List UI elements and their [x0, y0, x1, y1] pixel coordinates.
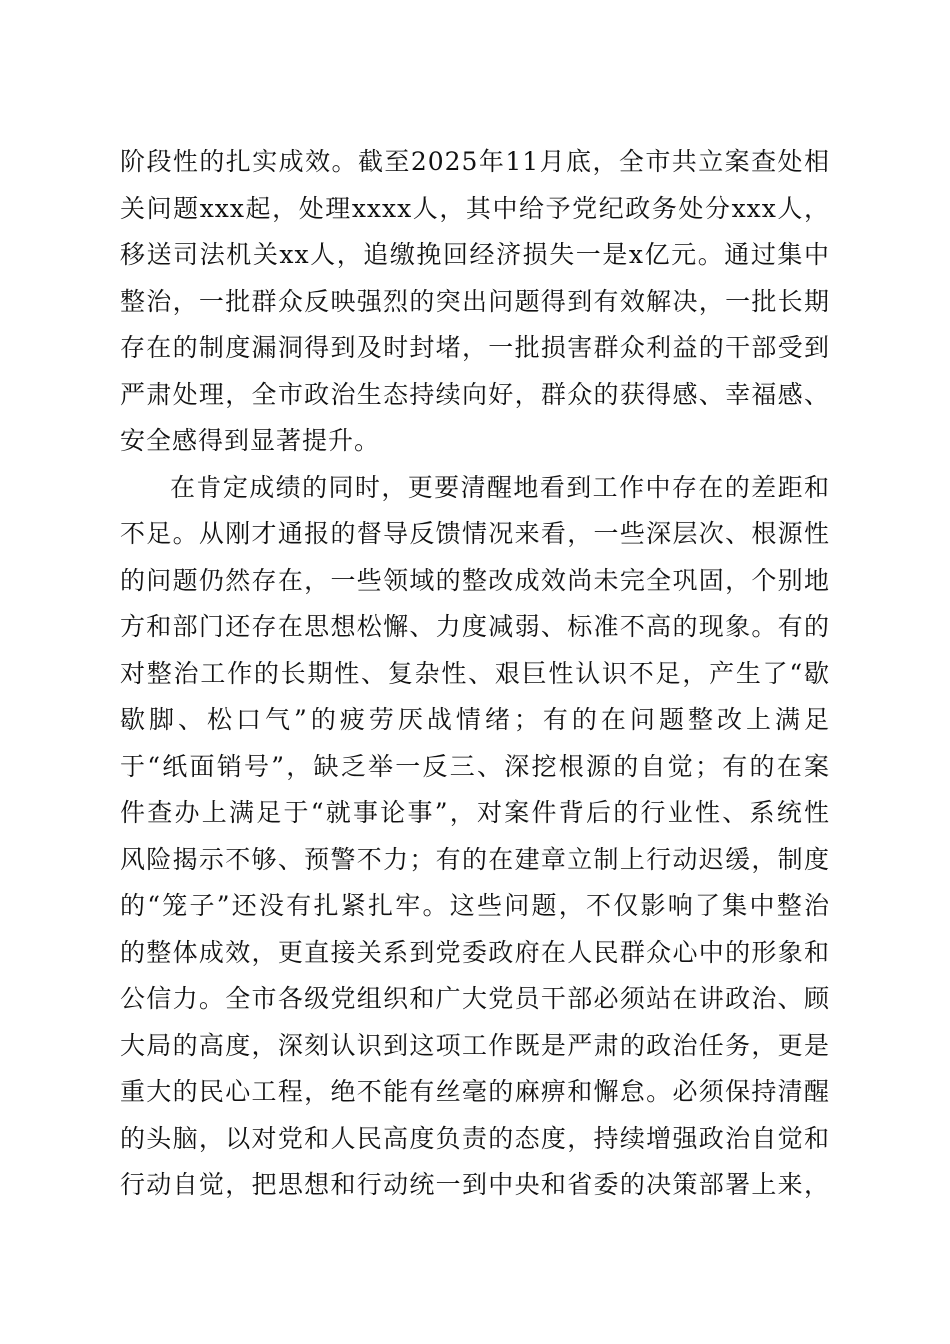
text-line: 的“笼子”还没有扎紧扎牢。这些问题，不仅影响了集中整治: [120, 891, 830, 920]
text-line: 安全感得到显著提升。: [120, 426, 381, 455]
text-line: 风险揭示不够、预警不力；有的在建章立制上行动迟缓，制度: [120, 844, 830, 874]
paragraph-1: [120, 139, 830, 465]
text-line: 对整治工作的长期性、复杂性、艰巨性认识不足，产生了“歇: [120, 658, 830, 688]
text-line: 于“纸面销号”，缺乏举一反三、深挖根源的自觉；有的在案: [120, 751, 830, 781]
text-line: 整治，一批群众反映强烈的突出问题得到有效解决，一批长期: [120, 286, 830, 316]
text-line: 严肃处理，全市政治生态持续向好，群众的获得感、幸福感、: [120, 379, 830, 409]
text-line: 的头脑，以对党和人民高度负责的态度，持续增强政治自觉和: [120, 1123, 830, 1153]
text-line: 公信力。全市各级党组织和广大党员干部必须站在讲政治、顾: [120, 984, 830, 1013]
text-line: 阶段性的扎实成效。截至2025年11月底，全市共立案查处相: [120, 147, 830, 176]
text-line: 行动自觉，把思想和行动统一到中央和省委的决策部署上来，: [120, 1170, 830, 1199]
text-line: 在肯定成绩的同时，更要清醒地看到工作中存在的差距和: [170, 472, 830, 502]
text-line: 方和部门还存在思想松懈、力度减弱、标准不高的现象。有的: [120, 612, 830, 641]
text-line: 的整体成效，更直接关系到党委政府在人民群众心中的形象和: [120, 937, 830, 967]
text-line: 关问题xxx起，处理xxxx人，其中给予党纪政务处分xxx人，: [120, 193, 830, 223]
text-line: 移送司法机关xx人，追缴挽回经济损失一是x亿元。通过集中: [120, 240, 830, 269]
text-line: 存在的制度漏洞得到及时封堵，一批损害群众利益的干部受到: [120, 333, 830, 362]
text-line: 歇脚、松口气”的疲劳厌战情绪；有的在问题整改上满足: [120, 705, 830, 734]
text-line: 重大的民心工程，绝不能有丝毫的麻痹和懈怠。必须保持清醒: [120, 1077, 830, 1106]
document-body: [120, 139, 830, 1209]
text-line: 不足。从刚才通报的督导反馈情况来看，一些深层次、根源性: [120, 519, 830, 548]
paragraph-2: [120, 465, 830, 1209]
text-line: 的问题仍然存在，一些领域的整改成效尚未完全巩固，个别地: [120, 565, 830, 595]
text-line: 件查办上满足于“就事论事”，对案件背后的行业性、系统性: [120, 798, 830, 827]
text-line: 大局的高度，深刻认识到这项工作既是严肃的政治任务，更是: [120, 1030, 830, 1060]
